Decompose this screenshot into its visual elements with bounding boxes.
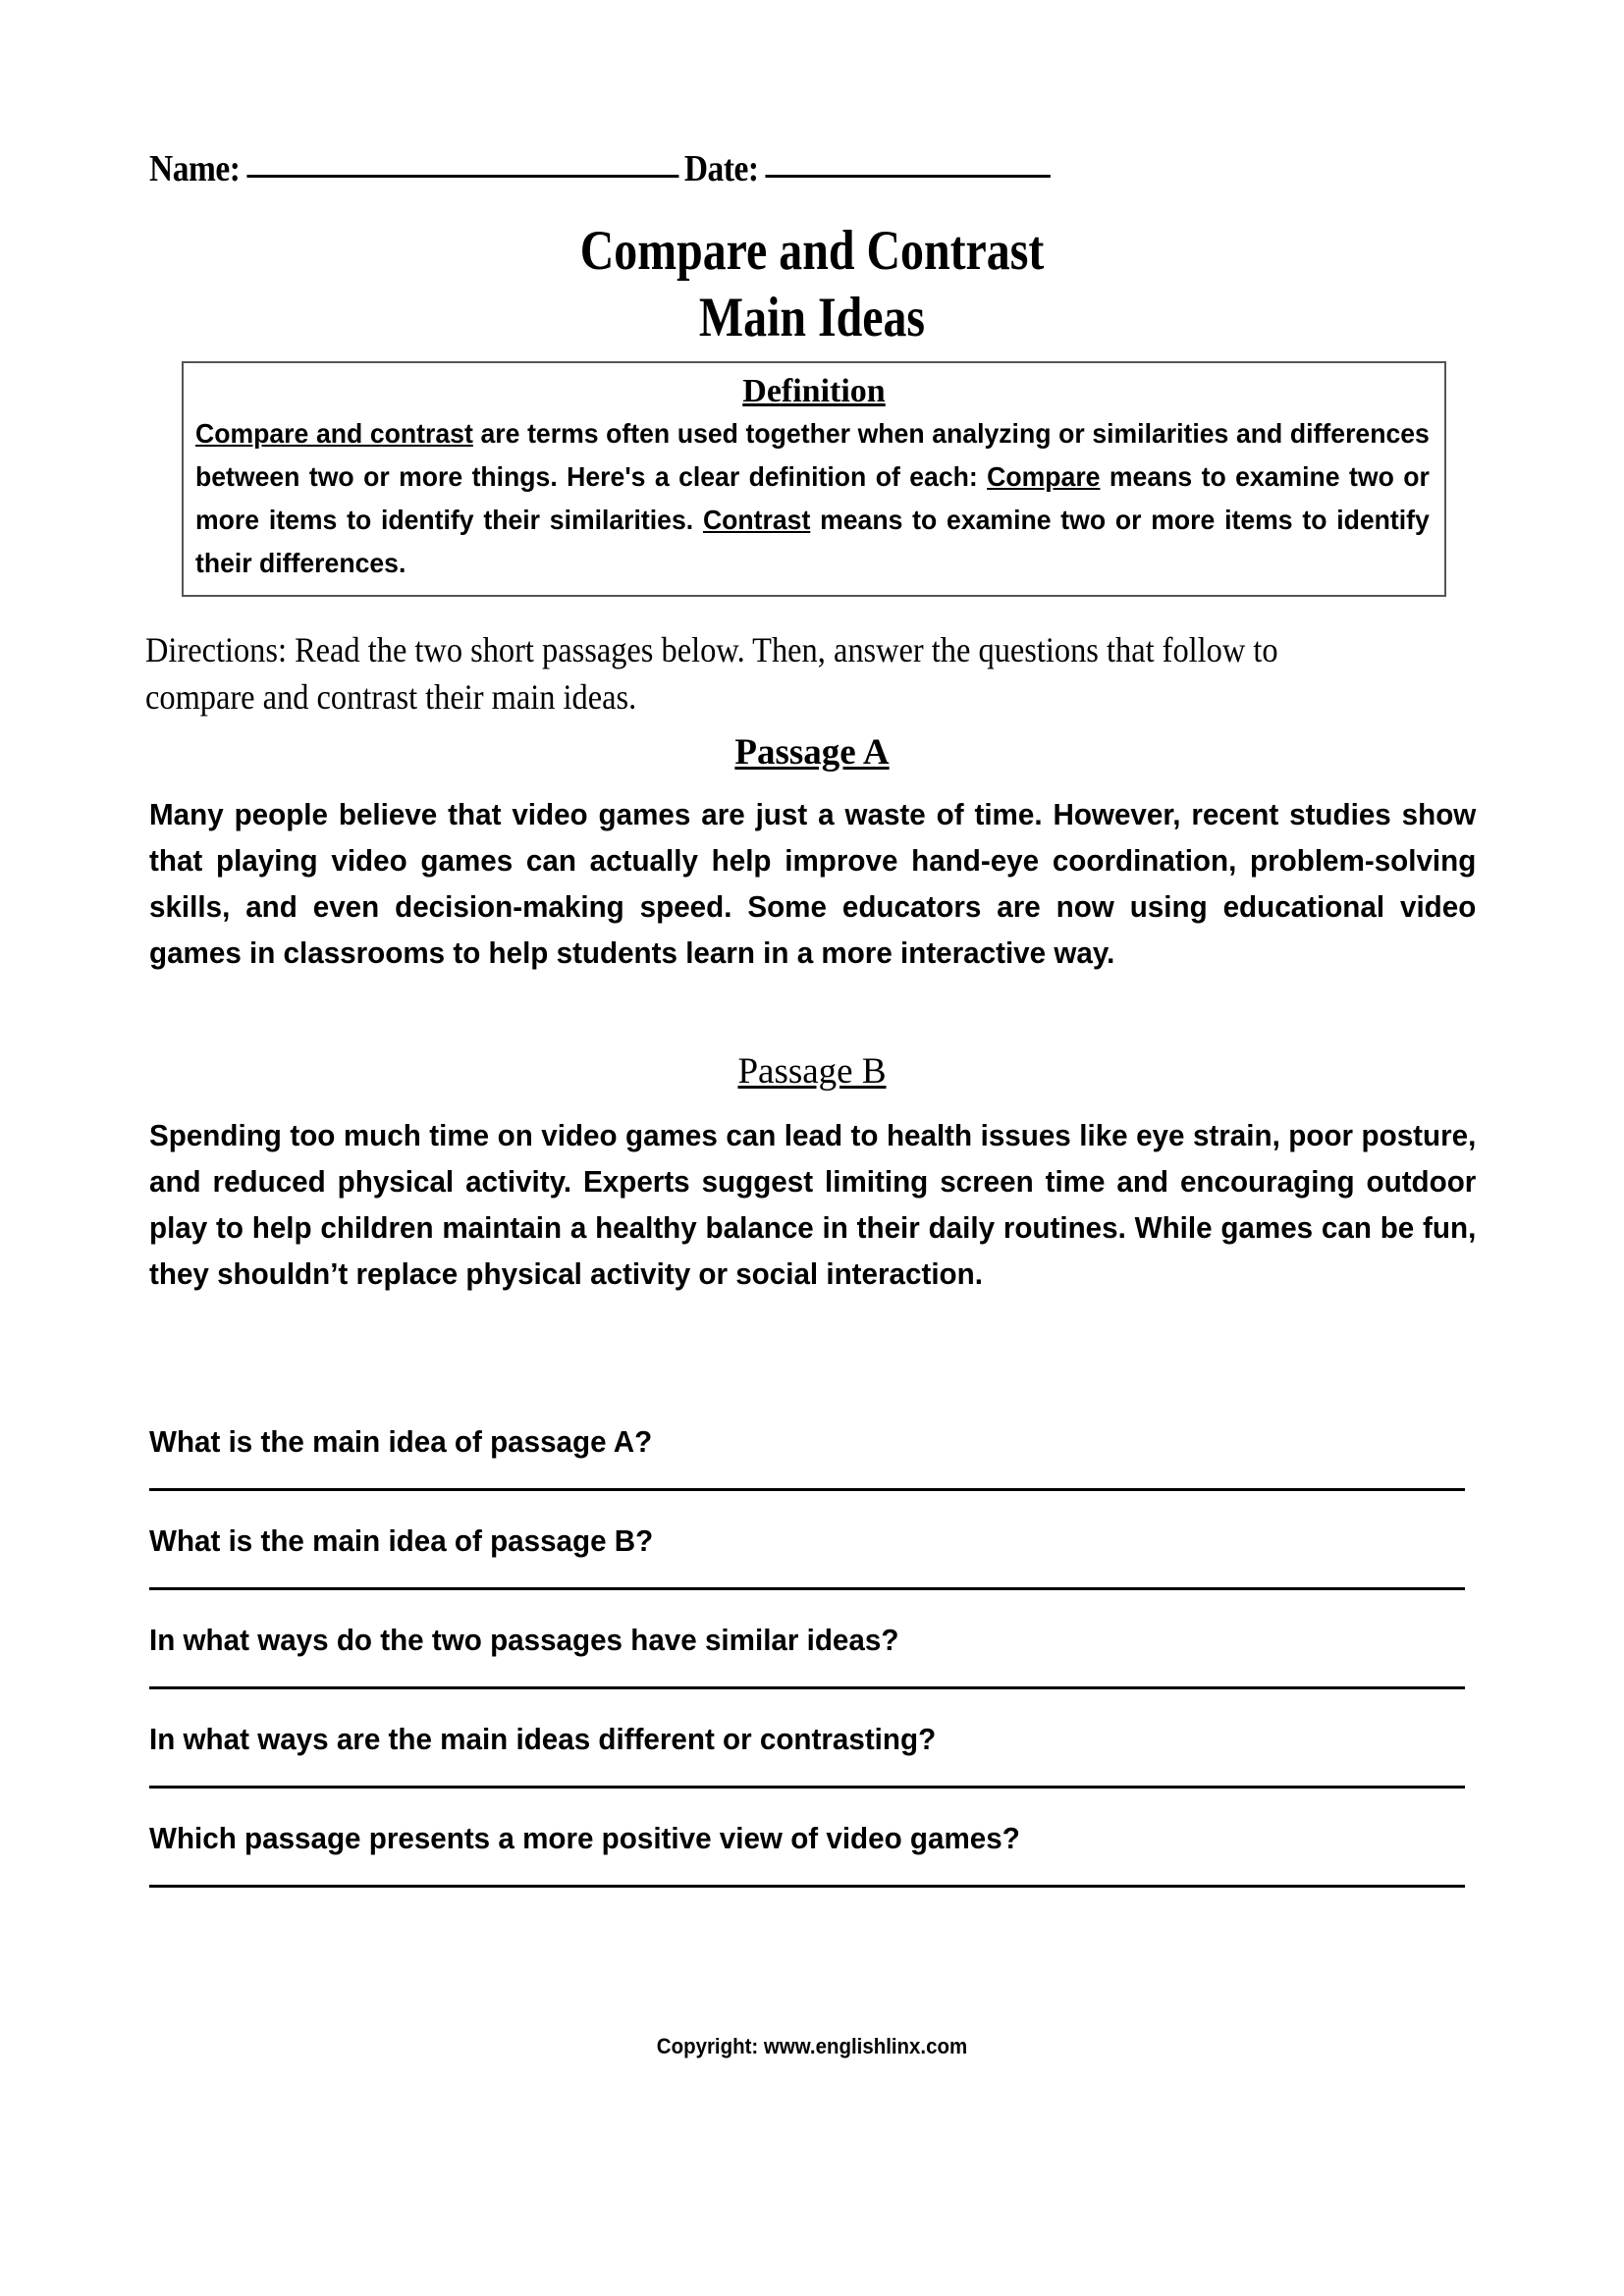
page-title [0, 218, 1624, 351]
copyright-footer: Copyright: www.englishlinx.com [656, 2034, 968, 2058]
date-write-line[interactable] [766, 175, 1051, 178]
question-item [149, 1719, 1477, 1789]
definition-term-compare-and-contrast: Compare and contrast [195, 418, 473, 449]
question-item [149, 1421, 1477, 1491]
question-item [149, 1818, 1477, 1888]
definition-term-compare: Compare [987, 461, 1101, 492]
passage-b-heading: Passage B [737, 1051, 887, 1092]
definition-text [195, 412, 1430, 585]
definition-segment-3: means to examine two or more items to identify their differences. [195, 505, 1430, 578]
name-date-header [149, 147, 1316, 190]
title-line-1: Compare and Contrast [579, 220, 1045, 282]
name-write-line[interactable] [247, 175, 679, 178]
directions-text: Directions: Read the two short passages below. Then, answer the questions that follow to compare and contrast their main ideas. [145, 630, 1278, 717]
passage-a-heading: Passage A [734, 732, 890, 773]
question-text: What is the main idea of passage B? [149, 1523, 654, 1558]
question-item [149, 1620, 1477, 1689]
question-item [149, 1521, 1477, 1590]
questions-section [149, 1421, 1477, 1917]
name-label: Name: [149, 148, 241, 189]
question-text: Which passage presents a more positive view of video games? [149, 1821, 1020, 1855]
answer-line[interactable] [149, 1686, 1465, 1689]
definition-segment-2: means to examine two or more items to identify their similarities. [195, 461, 1430, 535]
date-label: Date: [683, 148, 759, 189]
definition-heading: Definition [742, 373, 886, 409]
definition-box [182, 361, 1446, 597]
answer-line[interactable] [149, 1587, 1465, 1590]
answer-line[interactable] [149, 1885, 1465, 1888]
title-line-2: Main Ideas [698, 287, 926, 348]
question-text: What is the main idea of passage A? [149, 1424, 653, 1459]
definition-segment-1: are terms often used together when analyzing or similarities and differences between two or more things. Here's a clear definition of each: [195, 418, 1430, 492]
definition-term-contrast: Contrast [702, 505, 811, 535]
answer-line[interactable] [149, 1488, 1465, 1491]
question-text: In what ways do the two passages have similar ideas? [149, 1623, 899, 1657]
passage-a-body: Many people believe that video games are just a waste of time. However, recent studies show that playing video games can actually help improve hand-eye coordination, problem-solving skills, and even decision-making speed. Some educators are now using educational video games in classrooms to help students learn in a more interactive way. [149, 797, 1477, 970]
passage-b-body: Spending too much time on video games can lead to health issues like eye strain, poor posture, and reduced physical activity. Experts suggest limiting screen time and encouraging outdoor play to help children maintain a healthy balance in their daily routines. While games can be fun, they shouldn’t replace physical activity or social interaction. [149, 1118, 1477, 1291]
answer-line[interactable] [149, 1786, 1465, 1789]
question-text: In what ways are the main ideas different or contrasting? [149, 1722, 937, 1756]
